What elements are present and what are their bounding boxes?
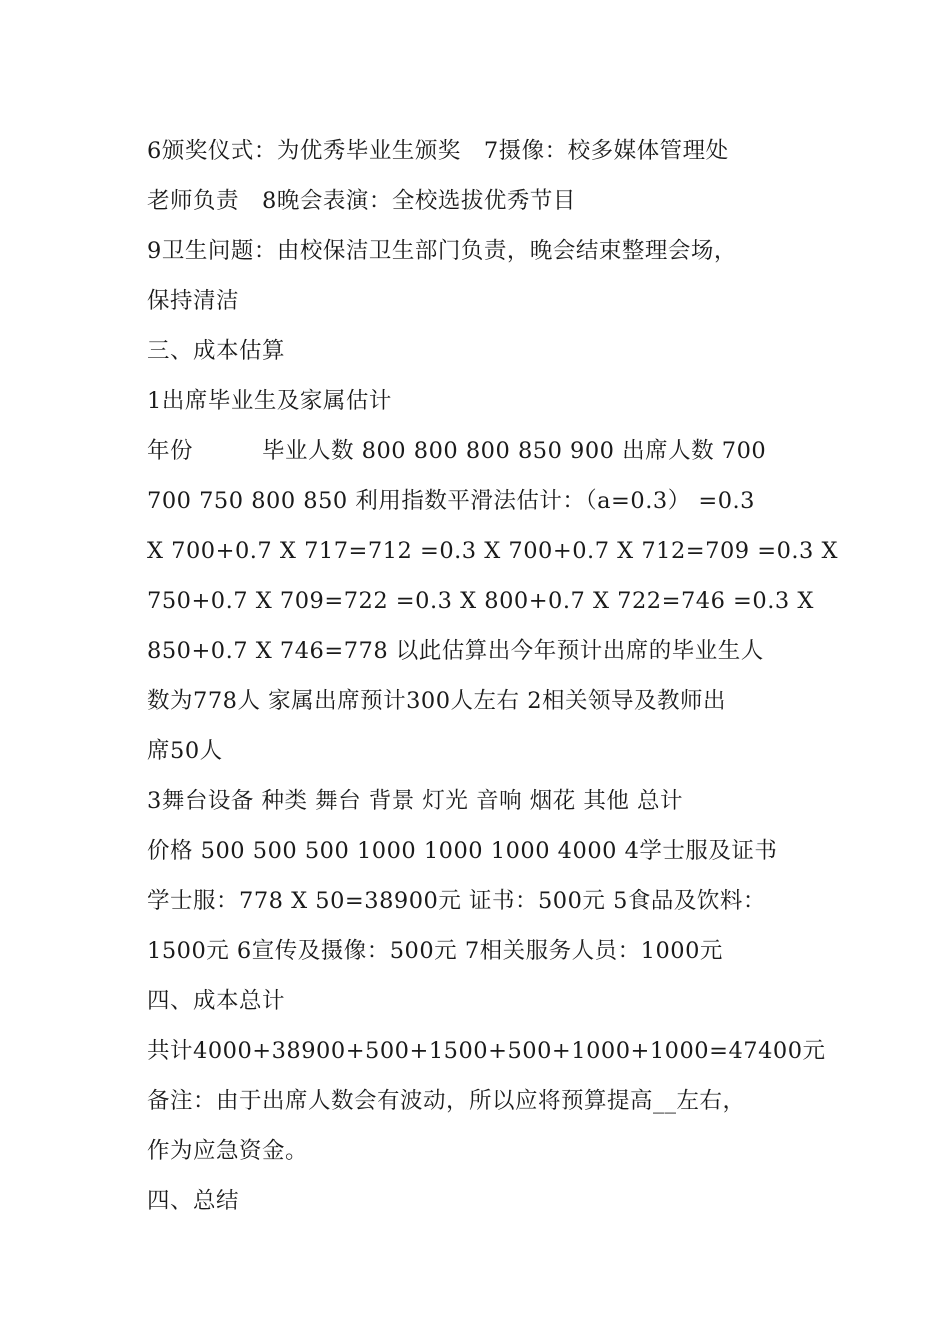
text-line-11: 850+0.7 X 746=778 以此估算出今年预计出席的毕业生人 [147,638,764,664]
text-line-19: 共计4000+38900+500+1500+500+1000+1000=47400元 [147,1038,826,1064]
text-line-21: 作为应急资金。 [147,1138,309,1164]
text-line-2: 老师负责 8晚会表演：全校选拔优秀节目 [147,188,576,214]
text-line-16: 学士服：778 X 50=38900元 证书：500元 5食品及饮料： [147,888,766,914]
section-heading-cost-total: 四、成本总计 [147,988,286,1014]
text-line-6: 1出席毕业生及家属估计 [147,388,392,414]
text-line-8: 700 750 800 850 利用指数平滑法估计：（a=0.3） =0.3 [147,488,755,514]
text-line-4: 保持清洁 [147,288,240,314]
text-line-7: 年份 毕业人数 800 800 800 850 900 出席人数 700 [147,438,767,464]
text-line-14: 3舞台设备 种类 舞台 背景 灯光 音响 烟花 其他 总计 [147,788,684,814]
text-line-13: 席50人 [147,738,223,764]
text-line-12: 数为778人 家属出席预计300人左右 2相关领导及教师出 [147,688,727,714]
text-line-9: X 700+0.7 X 717=712 =0.3 X 700+0.7 X 712=709 =0.3 X [147,538,839,564]
text-line-3: 9卫生问题：由校保洁卫生部门负责，晚会结束整理会场， [147,238,737,264]
text-line-17: 1500元 6宣传及摄像：500元 7相关服务人员：1000元 [147,938,723,964]
text-line-15: 价格 500 500 500 1000 1000 1000 4000 4学士服及证书 [147,838,778,864]
text-line-1: 6颁奖仪式：为优秀毕业生颁奖 7摄像：校多媒体管理处 [147,138,729,164]
section-heading-summary: 四、总结 [147,1188,240,1214]
section-heading-cost-estimate: 三、成本估算 [147,338,286,364]
text-line-20: 备注：由于出席人数会有波动，所以应将预算提高__左右， [147,1088,746,1114]
text-line-10: 750+0.7 X 709=722 =0.3 X 800+0.7 X 722=746 =0.3 X [147,588,814,614]
